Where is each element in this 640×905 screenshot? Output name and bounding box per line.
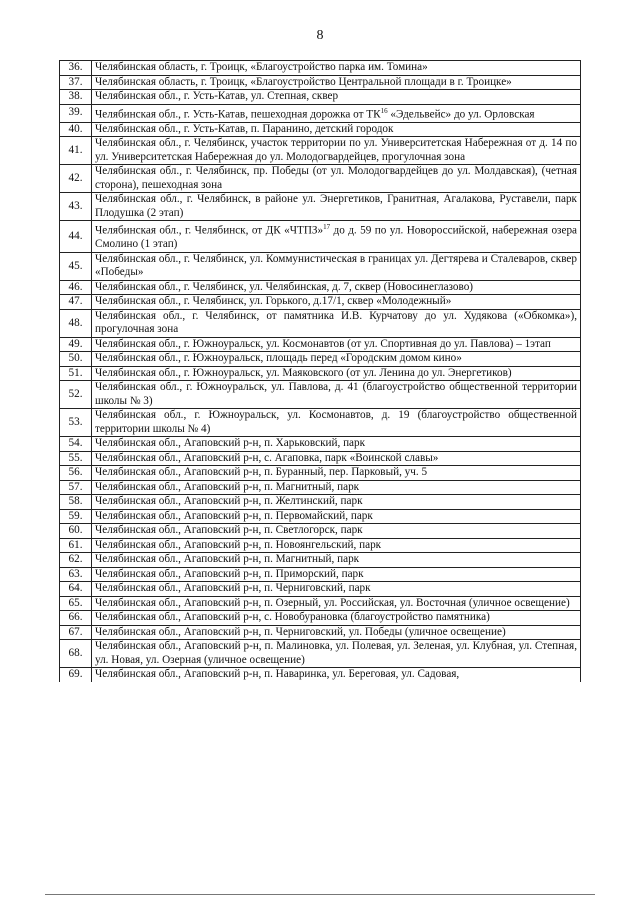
row-number-cell: 58. xyxy=(60,495,92,510)
table-row xyxy=(60,90,581,105)
table-row xyxy=(60,221,581,253)
row-text: Челябинская обл., Агаповский р-н, п. Первомайский, парк xyxy=(95,509,373,522)
row-text: Челябинская область, г. Троицк, «Благоустройство Центральной площади в г. Троицке» xyxy=(95,75,512,88)
row-number-cell: 52. xyxy=(60,381,92,409)
row-text-cell xyxy=(92,451,581,466)
row-text: Челябинская обл., г. Усть-Катав, п. Паранино, детский городок xyxy=(95,122,394,135)
row-text-continued: «Эдельвейс» до ул. Орловская xyxy=(387,108,535,121)
row-text-cell xyxy=(92,352,581,367)
table-row xyxy=(60,437,581,452)
footnote-marker: 16 xyxy=(380,106,388,115)
row-text: Челябинская обл., г. Челябинск, ул. Челябинская, д. 7, сквер (Новосинеглазово) xyxy=(95,280,474,293)
row-number-cell: 66. xyxy=(60,611,92,626)
table-row xyxy=(60,466,581,481)
row-text-cell xyxy=(92,611,581,626)
table-row xyxy=(60,567,581,582)
row-text-cell xyxy=(92,193,581,221)
row-text: Челябинская обл., г. Южноуральск, ул. Маяковского (от ул. Ленина до ул. Энергетиков) xyxy=(95,366,512,379)
table-row xyxy=(60,104,581,122)
row-text-cell xyxy=(92,538,581,553)
row-number-cell: 45. xyxy=(60,252,92,280)
table-row xyxy=(60,352,581,367)
row-number-cell: 59. xyxy=(60,509,92,524)
row-text: Челябинская обл., г. Челябинск, пр. Победы (от ул. Молодогвардейцев до ул. Молдавская), (четная сторона), пешеходная зона xyxy=(95,165,577,191)
row-text: Челябинская обл., Агаповский р-н, п. Магнитный, парк xyxy=(95,480,360,493)
row-number-cell: 64. xyxy=(60,582,92,597)
row-number-cell: 65. xyxy=(60,596,92,611)
row-number-cell: 43. xyxy=(60,193,92,221)
row-text: Челябинская область, г. Троицк, «Благоустройство парка им. Томина» xyxy=(95,61,428,73)
row-text: Челябинская обл., г. Челябинск, от ДК «ЧТПЗ» xyxy=(95,224,324,237)
table-row xyxy=(60,495,581,510)
row-number-cell: 47. xyxy=(60,295,92,310)
row-text-cell xyxy=(92,524,581,539)
table-row xyxy=(60,625,581,640)
table-row xyxy=(60,611,581,626)
row-number-cell: 40. xyxy=(60,122,92,137)
row-text-cell xyxy=(92,165,581,193)
row-text-cell xyxy=(92,640,581,668)
row-text-cell xyxy=(92,309,581,337)
row-text: Челябинская обл., г. Усть-Катав, пешеходная дорожка от ТК xyxy=(95,108,381,121)
table-row xyxy=(60,409,581,437)
row-number-cell: 39. xyxy=(60,104,92,122)
table-row xyxy=(60,193,581,221)
row-text-cell xyxy=(92,366,581,381)
table-row xyxy=(60,596,581,611)
row-number-cell: 57. xyxy=(60,480,92,495)
row-number-cell: 41. xyxy=(60,137,92,165)
row-text: Челябинская обл., Агаповский р-н, п. Озерный, ул. Российская, ул. Восточная (уличное освещение) xyxy=(95,596,570,609)
row-text-cell xyxy=(92,104,581,122)
row-text: Челябинская обл., г. Южноуральск, площадь перед «Городским домом кино» xyxy=(95,352,462,365)
row-number-cell: 61. xyxy=(60,538,92,553)
row-number-cell: 44. xyxy=(60,221,92,253)
row-text-cell xyxy=(92,466,581,481)
row-text-cell xyxy=(92,90,581,105)
row-text: Челябинская обл., г. Южноуральск, ул. Космонавтов (от ул. Спортивная до ул. Павлова) – 1этап xyxy=(95,337,551,350)
table-row xyxy=(60,61,581,76)
table-row xyxy=(60,553,581,568)
table-row xyxy=(60,122,581,137)
row-text: Челябинская обл., Агаповский р-н, п. Светлогорск, парк xyxy=(95,524,363,537)
row-number-cell: 46. xyxy=(60,280,92,295)
row-text: Челябинская обл., г. Челябинск, участок территории по ул. Университетская Набережная от д. 14 по ул. Университетская Набережная до ул. Молодогвардейцев, прогулочная зона xyxy=(95,137,577,163)
row-text: Челябинская обл., г. Южноуральск, ул. Павлова, д. 41 (благоустройство общественной территории школы № 3) xyxy=(95,381,577,407)
table-row xyxy=(60,381,581,409)
row-number-cell: 50. xyxy=(60,352,92,367)
row-text: Челябинская обл., Агаповский р-н, с. Агаповка, парк «Воинской славы» xyxy=(95,451,439,464)
table-body xyxy=(60,61,581,682)
row-text-cell xyxy=(92,553,581,568)
row-text-cell xyxy=(92,567,581,582)
row-text: Челябинская обл., Агаповский р-н, п. Наваринка, ул. Береговая, ул. Садовая, xyxy=(95,668,460,681)
table-row xyxy=(60,309,581,337)
row-number-cell: 68. xyxy=(60,640,92,668)
row-number-cell: 42. xyxy=(60,165,92,193)
row-text-cell xyxy=(92,122,581,137)
row-text: Челябинская обл., г. Челябинск, от памятника И.В. Курчатову до ул. Худякова («Обкомка»), прогулочная зона xyxy=(95,309,577,336)
row-text: Челябинская обл., Агаповский р-н, с. Новобурановка (благоустройство памятника) xyxy=(95,611,490,624)
row-number-cell: 54. xyxy=(60,437,92,452)
row-text-cell xyxy=(92,437,581,452)
row-text-cell xyxy=(92,252,581,280)
row-number-cell: 63. xyxy=(60,567,92,582)
row-text-cell xyxy=(92,596,581,611)
row-number-cell: 62. xyxy=(60,553,92,568)
row-number-cell: 67. xyxy=(60,625,92,640)
table-row xyxy=(60,165,581,193)
table-row xyxy=(60,538,581,553)
row-text-cell xyxy=(92,295,581,310)
row-text-cell xyxy=(92,61,581,76)
row-text: Челябинская обл., Агаповский р-н, п. Малиновка, ул. Полевая, ул. Зеленая, ул. Клубная, ул. Степная, ул. Новая, ул. Озерная (уличное освещение) xyxy=(95,640,577,666)
row-text: Челябинская обл., г. Челябинск, ул. Коммунистическая в границах ул. Дегтярева и Сталеваров, сквер «Победы» xyxy=(95,252,577,279)
row-number-cell: 51. xyxy=(60,366,92,381)
row-text: Челябинская обл., г. Южноуральск, ул. Космонавтов, д. 19 (благоустройство общественной территории школы № 4) xyxy=(95,409,577,435)
row-text-cell xyxy=(92,625,581,640)
row-text-cell xyxy=(92,495,581,510)
row-text-cell xyxy=(92,381,581,409)
row-number-cell: 49. xyxy=(60,337,92,352)
row-text-cell xyxy=(92,668,581,682)
row-text: Челябинская обл., Агаповский р-н, п. Буранный, пер. Парковый, уч. 5 xyxy=(95,466,428,479)
objects-table xyxy=(59,60,581,682)
row-text: Челябинская обл., Агаповский р-н, п. Черниговский, парк xyxy=(95,582,371,595)
row-text: Челябинская обл., Агаповский р-н, п. Магнитный, парк xyxy=(95,553,360,566)
row-text-cell xyxy=(92,137,581,165)
table-row xyxy=(60,137,581,165)
page-bottom-divider xyxy=(45,894,595,895)
table-row xyxy=(60,451,581,466)
row-text-cell xyxy=(92,75,581,90)
table-row xyxy=(60,252,581,280)
row-number-cell: 55. xyxy=(60,451,92,466)
row-text-cell xyxy=(92,582,581,597)
row-text: Челябинская обл., Агаповский р-н, п. Черниговский, ул. Победы (уличное освещение) xyxy=(95,625,506,638)
table-row xyxy=(60,480,581,495)
row-number-cell: 38. xyxy=(60,90,92,105)
page-number: 8 xyxy=(316,28,324,43)
row-number-cell: 36. xyxy=(60,61,92,76)
row-text: Челябинская обл., Агаповский р-н, п. Харьковский, парк xyxy=(95,437,366,450)
footnote-marker: 17 xyxy=(323,223,331,232)
row-number-cell: 69. xyxy=(60,668,92,682)
row-text: Челябинская обл., г. Усть-Катав, ул. Степная, сквер xyxy=(95,90,339,102)
row-number-cell: 53. xyxy=(60,409,92,437)
row-number-cell: 60. xyxy=(60,524,92,539)
table-row xyxy=(60,668,581,682)
table-row xyxy=(60,366,581,381)
row-text: Челябинская обл., Агаповский р-н, п. Приморский, парк xyxy=(95,567,364,580)
table-row xyxy=(60,582,581,597)
table-row xyxy=(60,337,581,352)
row-number-cell: 48. xyxy=(60,309,92,337)
row-text-cell xyxy=(92,409,581,437)
row-text-cell xyxy=(92,280,581,295)
row-text: Челябинская обл., г. Челябинск, в районе ул. Энергетиков, Гранитная, Агалакова, Руставели, парк Плодушка (2 этап) xyxy=(95,193,577,219)
row-text: Челябинская обл., г. Челябинск, ул. Горького, д.17/1, сквер «Молодежный» xyxy=(95,295,452,308)
table-row xyxy=(60,280,581,295)
row-text: Челябинская обл., Агаповский р-н, п. Новоянгельский, парк xyxy=(95,538,382,551)
table-row xyxy=(60,75,581,90)
row-text: Челябинская обл., Агаповский р-н, п. Желтинский, парк xyxy=(95,495,363,508)
row-text-cell xyxy=(92,337,581,352)
table-row xyxy=(60,295,581,310)
table-row xyxy=(60,640,581,668)
row-text-cell xyxy=(92,480,581,495)
table-row xyxy=(60,524,581,539)
table-row xyxy=(60,509,581,524)
row-text-continued: до д. 59 по ул. Новороссийской, набережная озера Смолино (1 этап) xyxy=(95,224,577,251)
row-text-cell xyxy=(92,509,581,524)
row-number-cell: 37. xyxy=(60,75,92,90)
row-number-cell: 56. xyxy=(60,466,92,481)
row-text-cell xyxy=(92,221,581,253)
